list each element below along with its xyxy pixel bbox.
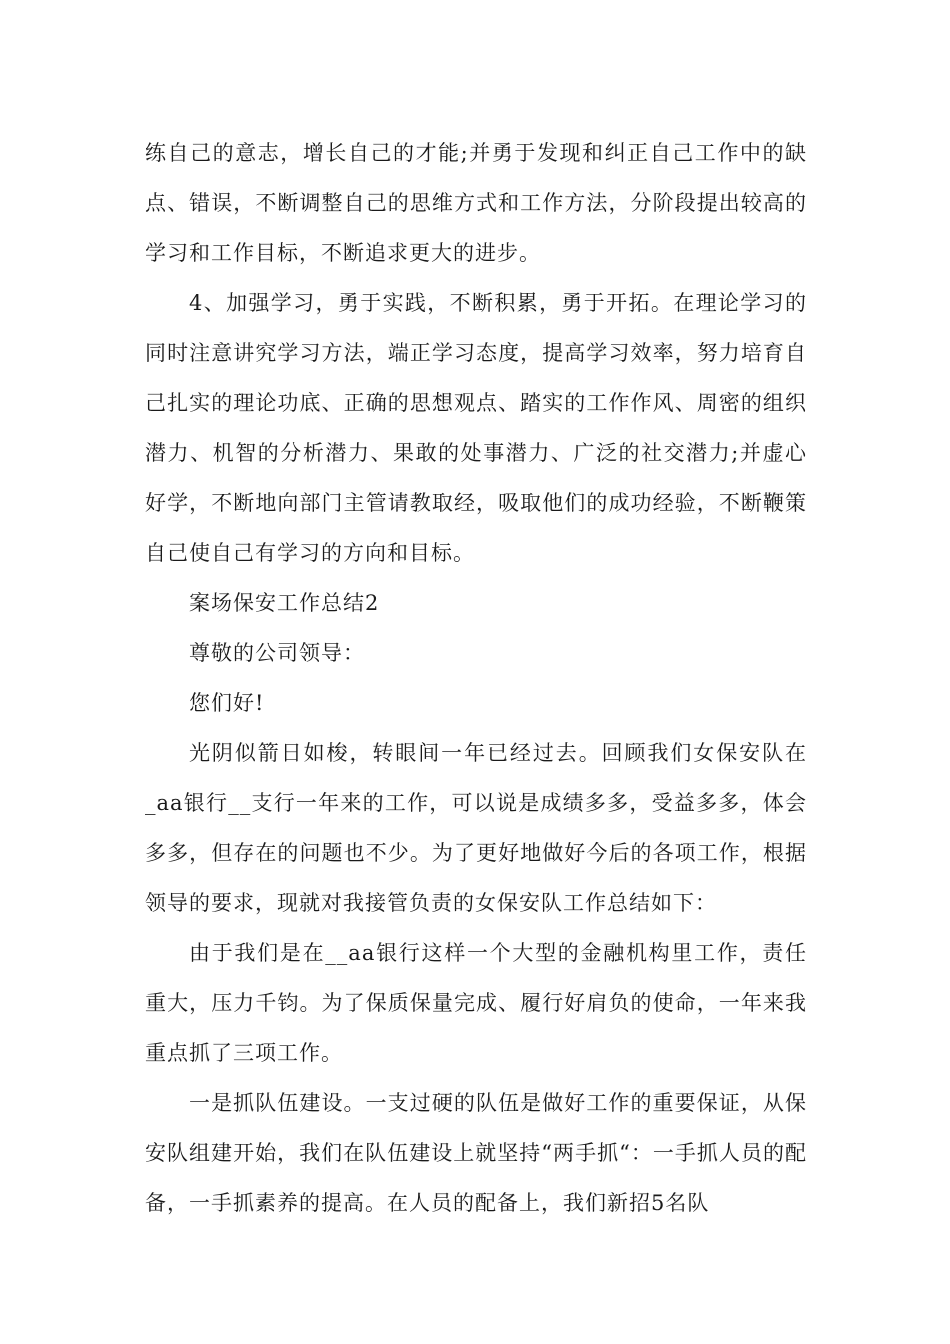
document-body bbox=[145, 128, 807, 1228]
paragraph-continuation: 练自己的意志，增长自己的才能;并勇于发现和纠正自己工作中的缺点、错误，不断调整自己的思维方式和工作方法，分阶段提出较高的学习和工作目标，不断追求更大的进步。 bbox=[145, 141, 807, 265]
salutation: 尊敬的公司领导： bbox=[189, 641, 365, 665]
paragraph-context: 由于我们是在__aa银行这样一个大型的金融机构里工作，责任重大，压力千钧。为了保质保量完成、履行好肩负的使命，一年来我重点抓了三项工作。 bbox=[145, 941, 807, 1065]
section-title: 案场保安工作总结2 bbox=[189, 591, 380, 615]
paragraph-team-building: 一是抓队伍建设。一支过硬的队伍是做好工作的重要保证，从保安队组建开始，我们在队伍建设上就坚持“两手抓“：一手抓人员的配备，一手抓素养的提高。在人员的配备上，我们新招5名队 bbox=[145, 1091, 807, 1215]
paragraph-point-4: 4、加强学习，勇于实践，不断积累，勇于开拓。在理论学习的同时注意讲究学习方法，端正学习态度，提高学习效率，努力培育自己扎实的理论功底、正确的思想观点、踏实的工作作风、周密的组织潜力、机智的分析潜力、果敢的处事潜力、广泛的社交潜力;并虚心好学，不断地向部门主管请教取经，吸取他们的成功经验，不断鞭策自己使自己有学习的方向和目标。 bbox=[145, 291, 807, 565]
greeting: 您们好! bbox=[189, 691, 265, 715]
paragraph-intro: 光阴似箭日如梭，转眼间一年已经过去。回顾我们女保安队在_aa银行__支行一年来的工作，可以说是成绩多多，受益多多，体会多多，但存在的问题也不少。为了更好地做好今后的各项工作，根据领导的要求，现就对我接管负责的女保安队工作总结如下： bbox=[145, 741, 807, 915]
